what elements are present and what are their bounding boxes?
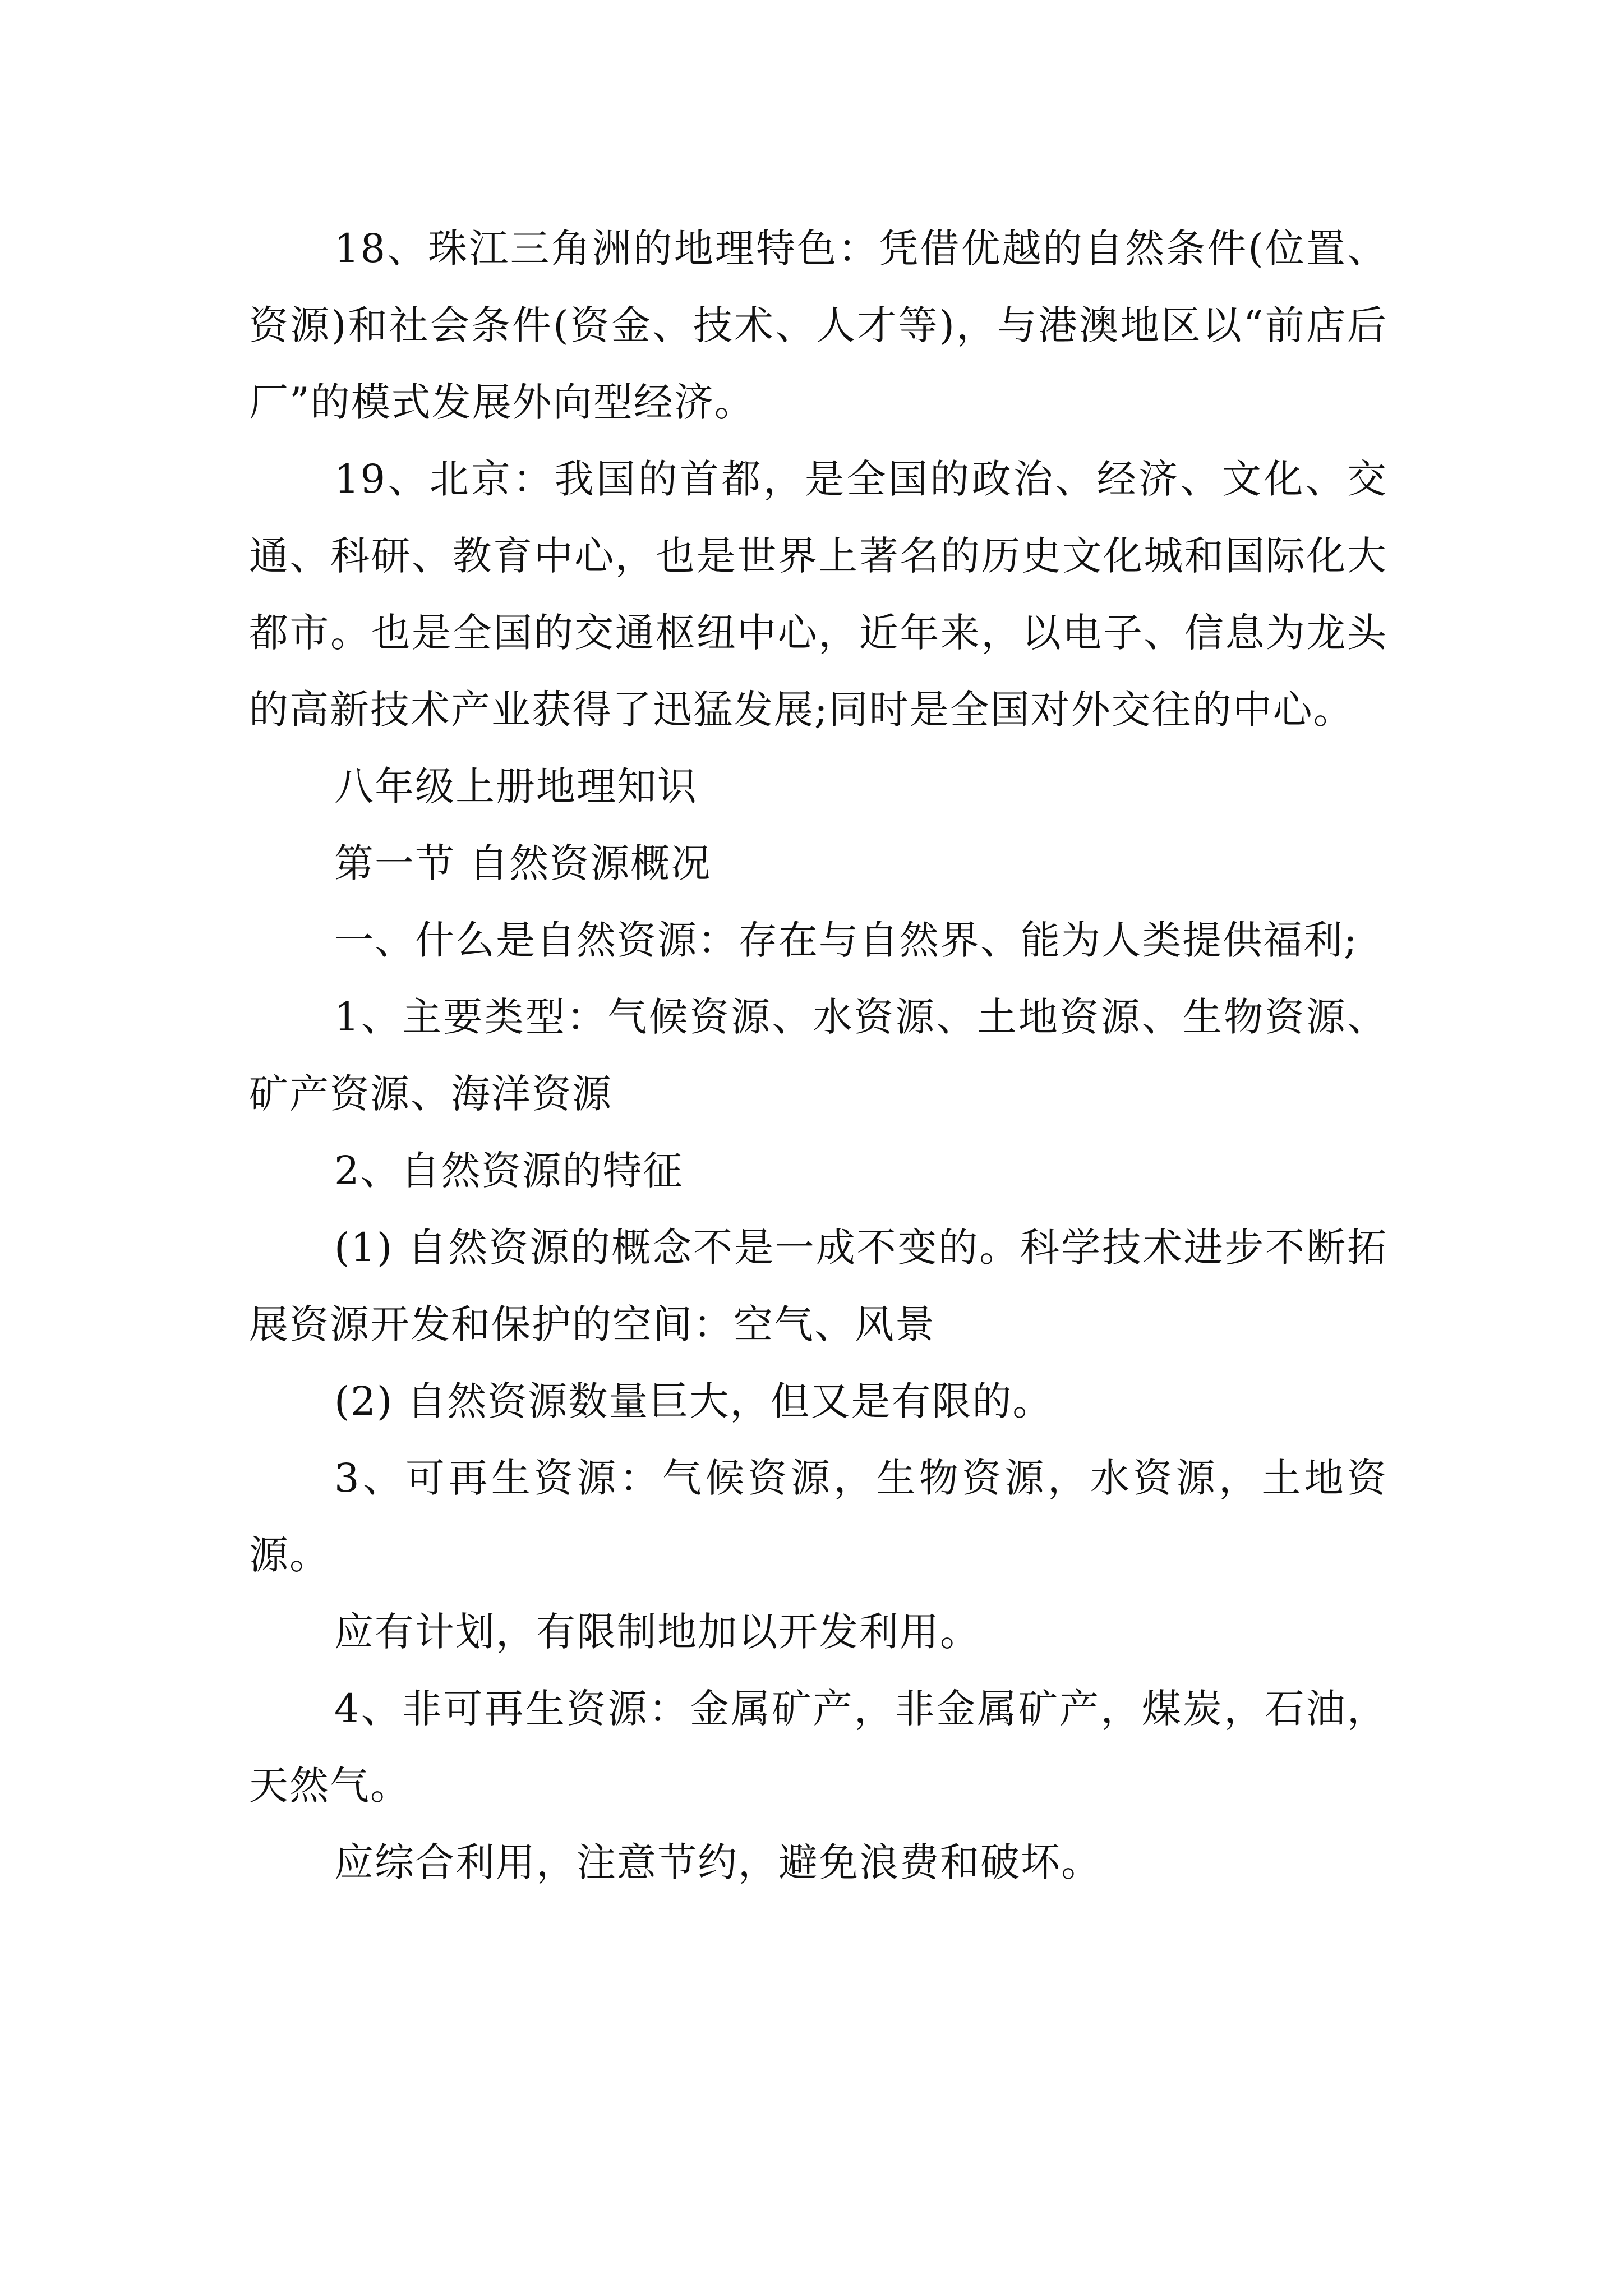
paragraph-item-19: 19、北京：我国的首都，是全国的政治、经济、文化、交通、科研、教育中心，也是世界上著名的历史文化城和国际化大都市。也是全国的交通枢纽中心，近年来，以电子、信息为龙头的高新技术产业获得了迅猛发展;同时是全国对外交往的中心。 <box>249 456 1387 733</box>
renewable-note: 应有计划，有限制地加以开发利用。 <box>334 1609 980 1655</box>
list-item-features: 2、自然资源的特征 <box>334 1148 684 1194</box>
nonrenewable-note: 应综合利用，注意节约，避免浪费和破坏。 <box>334 1839 1101 1885</box>
document-body <box>249 210 1387 1901</box>
paragraph-item-18: 18、珠江三角洲的地理特色：凭借优越的自然条件(位置、资源)和社会条件(资金、技术、人才等)，与港澳地区以“前店后厂”的模式发展外向型经济。 <box>249 226 1387 425</box>
feature-item-2: (2) 自然资源数量巨大，但又是有限的。 <box>334 1378 1053 1424</box>
section-heading: 八年级上册地理知识 <box>334 763 698 809</box>
list-item-types: 1、主要类型：气候资源、水资源、土地资源、生物资源、矿产资源、海洋资源 <box>249 994 1387 1117</box>
subsection-heading: 第一节 自然资源概况 <box>334 840 712 886</box>
list-item-nonrenewable: 4、非可再生资源：金属矿产，非金属矿产，煤炭，石油，天然气。 <box>249 1686 1387 1809</box>
list-item-renewable: 3、可再生资源：气候资源，生物资源，水资源，土地资源。 <box>249 1455 1387 1578</box>
definition-paragraph: 一、什么是自然资源：存在与自然界、能为人类提供福利; <box>334 917 1358 963</box>
feature-item-1: (1) 自然资源的概念不是一成不变的。科学技术进步不断拓展资源开发和保护的空间：空气、风景 <box>249 1225 1387 1347</box>
